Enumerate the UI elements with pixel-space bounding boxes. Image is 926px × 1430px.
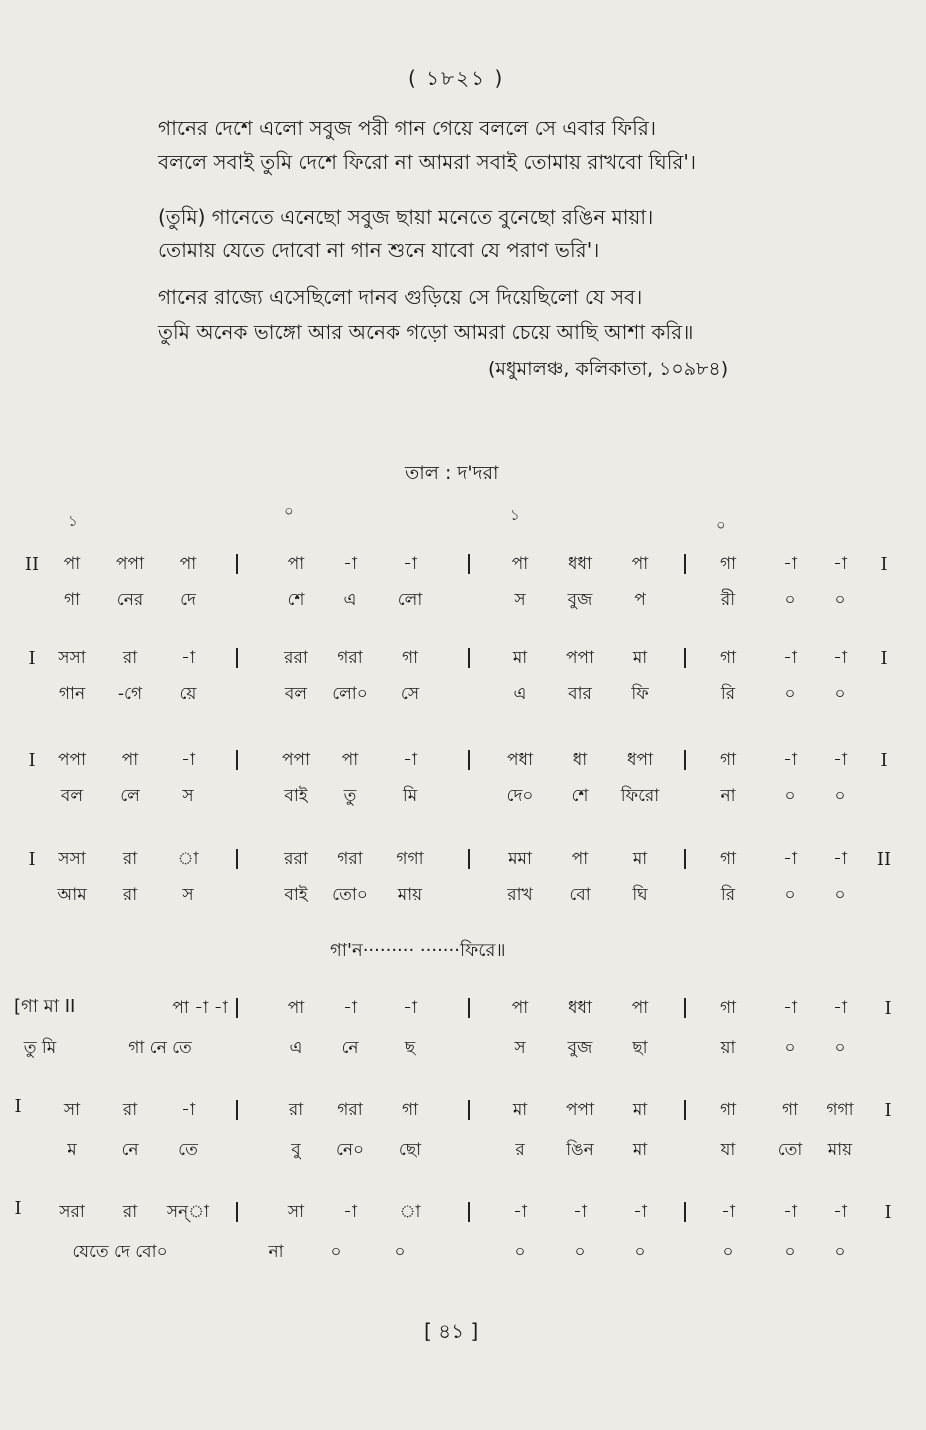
measure-bar (684, 1100, 686, 1120)
lyric-cell: তু মি (23, 1038, 57, 1058)
lyric-cell: য়ে (179, 684, 197, 704)
taal-title: তাল : দ'দরা (405, 462, 499, 484)
lyric-cell: নে (341, 1038, 359, 1058)
note-cell: পপা (115, 554, 145, 574)
lyric-cell: বার (568, 684, 592, 704)
lyric-cell: গা নে তে (128, 1038, 192, 1058)
note-cell: -া (721, 1202, 735, 1222)
lyric-cell: ০ (394, 1242, 406, 1262)
note-cell: ধধা (568, 998, 592, 1018)
row-end-bar: I (880, 648, 888, 669)
lyric-cell: বাই (284, 786, 308, 806)
note-cell: -া (181, 1100, 195, 1120)
beat-mark: ১ (510, 506, 520, 524)
measure-bar (468, 1202, 470, 1222)
poem-line: বললে সবাই তুমি দেশে ফিরো না আমরা সবাই তোমায় রাখবো ঘিরি'। (158, 150, 697, 174)
note-cell: -া (833, 849, 847, 869)
lyric-cell: স (182, 786, 194, 806)
lyric-cell: নের (116, 590, 144, 610)
page-footer-number: [ ৪১ ] (424, 1319, 479, 1343)
measure-bar (684, 849, 686, 869)
lyric-cell: রি (720, 684, 736, 704)
lyric-cell: য়া (720, 1038, 736, 1058)
note-cell: সা (63, 1100, 81, 1120)
note-cell: গা (781, 1100, 799, 1120)
note-cell: পপা (565, 648, 595, 668)
lyric-cell: দে (180, 590, 196, 610)
row-end-bar: I (884, 1202, 892, 1223)
note-cell: গা (401, 648, 419, 668)
lyric-cell: ০ (784, 885, 796, 905)
beat-mark: ০ (284, 502, 294, 520)
note-cell: -া (633, 1202, 647, 1222)
note-cell: পপা (565, 1100, 595, 1120)
note-cell: সা (287, 1202, 305, 1222)
measure-bar (236, 750, 238, 770)
note-cell: -া (343, 1202, 357, 1222)
note-cell: মমা (508, 849, 532, 869)
note-cell: রা (122, 849, 138, 869)
poem-line: গানের রাজ্যে এসেছিলো দানব গুড়িয়ে সে দিয়েছিলো যে সব। (158, 285, 643, 309)
note-cell: -া (403, 554, 417, 574)
note-cell: সন্‌া (166, 1202, 210, 1222)
lyric-cell: না (720, 786, 736, 806)
lyric-cell: লো০ (332, 684, 368, 704)
note-cell: -া (181, 750, 195, 770)
poem-line: তোমায় যেতে দোবো না গান শুনে যাবো যে পরাণ ভরি'। (158, 238, 600, 262)
lyric-cell: ০ (634, 1242, 646, 1262)
note-cell: -া (833, 998, 847, 1018)
lyric-cell: ছ (404, 1038, 416, 1058)
note-cell: মা (512, 1100, 528, 1120)
lyric-cell: ০ (834, 885, 846, 905)
note-cell: -া (403, 750, 417, 770)
lyric-cell: ছো (398, 1140, 422, 1160)
note-cell: গা (719, 648, 737, 668)
lyric-cell: বুজ (567, 1038, 593, 1058)
lyric-cell: ছা (632, 1038, 648, 1058)
note-cell: রা (288, 1100, 304, 1120)
measure-bar (684, 648, 686, 668)
note-cell: গরা (337, 648, 363, 668)
row-start-bar: I (28, 648, 36, 669)
note-cell: -া (783, 648, 797, 668)
measure-bar (236, 648, 238, 668)
note-cell: পা -া -া (172, 998, 228, 1018)
row-start-bar: I (14, 1198, 22, 1219)
note-cell: ররা (284, 648, 308, 668)
note-cell: গা (719, 554, 737, 574)
lyric-cell: বাই (284, 885, 308, 905)
poem-line: (তুমি) গানেতে এনেছো সবুজ ছায়া মনেতে বুনেছো রঙিন মায়া। (158, 205, 654, 229)
note-cell: -া (783, 1202, 797, 1222)
note-cell: ধধা (568, 554, 592, 574)
lyric-cell: রাখ (507, 885, 533, 905)
lyric-cell: বল (284, 684, 308, 704)
note-cell: পা (287, 998, 305, 1018)
row-start-bar: II (24, 554, 40, 575)
lyric-cell: এ (343, 590, 357, 610)
note-cell: -া (573, 1202, 587, 1222)
lyric-cell: ০ (784, 786, 796, 806)
note-cell: রা (122, 648, 138, 668)
lyric-cell: তো০ (332, 885, 368, 905)
lyric-cell: নে০ (335, 1140, 365, 1160)
note-cell: গগা (396, 849, 424, 869)
lyric-cell: ০ (784, 590, 796, 610)
measure-bar (236, 998, 238, 1018)
lyric-cell: ম (67, 1140, 77, 1160)
lyric-cell: মা (632, 1140, 648, 1160)
poem-line: গানের দেশে এলো সবুজ পরী গান গেয়ে বললে সে এবার ফিরি। (158, 116, 656, 140)
note-cell: া (399, 1202, 421, 1222)
note-cell: সসা (58, 648, 86, 668)
lyric-cell: ফি (631, 684, 649, 704)
lyric-cell: স (514, 590, 526, 610)
note-cell: মা (632, 1100, 648, 1120)
lyric-cell: ঙিন (566, 1140, 594, 1160)
lyric-cell: ঘি (632, 885, 648, 905)
row-start-bar: I (28, 849, 36, 870)
measure-bar (468, 849, 470, 869)
note-cell: গা (719, 849, 737, 869)
lyric-cell: বুজ (567, 590, 593, 610)
measure-bar (468, 1100, 470, 1120)
note-cell: পা (63, 554, 81, 574)
lyric-cell: তো (777, 1140, 803, 1160)
lyric-cell: এ (513, 684, 527, 704)
lyric-cell: রা (122, 885, 138, 905)
lyric-cell: নে (121, 1140, 139, 1160)
lyric-cell: রী (720, 590, 736, 610)
lyric-cell: মায় (397, 885, 423, 905)
row-end-bar: I (880, 554, 888, 575)
lyric-cell: এ (289, 1038, 303, 1058)
lyric-cell: বল (60, 786, 84, 806)
note-cell: গগা (826, 1100, 854, 1120)
note-cell: পা (511, 554, 529, 574)
row-end-bar: II (876, 849, 892, 870)
note-cell: রা (122, 1100, 138, 1120)
note-cell: -া (783, 750, 797, 770)
note-cell: রা (122, 1202, 138, 1222)
lyric-cell: ০ (834, 684, 846, 704)
lyric-cell: ০ (514, 1242, 526, 1262)
lyric-cell: যা (720, 1140, 736, 1160)
lyric-cell: দে০ (506, 786, 534, 806)
note-cell: পা (571, 849, 589, 869)
measure-bar (468, 648, 470, 668)
lyric-cell: ০ (784, 684, 796, 704)
note-cell: পপা (57, 750, 87, 770)
beat-mark: ০ (716, 516, 726, 534)
lyric-cell: প (634, 590, 646, 610)
note-cell: পা (631, 554, 649, 574)
note-cell: পা (179, 554, 197, 574)
note-cell: গা (719, 998, 737, 1018)
lyric-cell: লে (120, 786, 140, 806)
lyric-cell: ০ (722, 1242, 734, 1262)
refrain-line: গা'ন········· ·······ফিরে॥ (330, 940, 506, 961)
measure-bar (236, 554, 238, 574)
row-start-bar: I (14, 1096, 22, 1117)
lyric-cell: যেতে দে বো০ (72, 1242, 168, 1262)
note-cell: মা (512, 648, 528, 668)
beat-mark: ১ (68, 512, 78, 530)
lyric-cell: লো (397, 590, 423, 610)
note-cell: গা (719, 750, 737, 770)
lyric-cell: র (515, 1140, 525, 1160)
note-cell: -া (783, 849, 797, 869)
note-cell: সরা (59, 1202, 85, 1222)
lyric-cell: ০ (784, 1242, 796, 1262)
lyric-cell: গা (63, 590, 81, 610)
measure-bar (468, 998, 470, 1018)
row-start-bar: I (28, 750, 36, 771)
row-end-bar: I (884, 998, 892, 1019)
note-cell: -া (343, 998, 357, 1018)
note-cell: গরা (337, 849, 363, 869)
lyric-cell: ফিরো (620, 786, 660, 806)
lyric-cell: শে (571, 786, 589, 806)
lyric-cell: ০ (834, 786, 846, 806)
lyric-cell: ০ (574, 1242, 586, 1262)
measure-bar (236, 1202, 238, 1222)
row-start-bar: [গা মা II (14, 996, 76, 1017)
lyric-cell: মায় (827, 1140, 853, 1160)
measure-bar (684, 1202, 686, 1222)
lyric-cell: বো (569, 885, 591, 905)
note-cell: পা (631, 998, 649, 1018)
note-cell: ধপা (627, 750, 653, 770)
note-cell: পা (511, 998, 529, 1018)
note-cell: সসা (58, 849, 86, 869)
note-cell: গা (719, 1100, 737, 1120)
lyric-cell: শে (287, 590, 305, 610)
note-cell: -া (783, 998, 797, 1018)
note-cell: গা (401, 1100, 419, 1120)
row-end-bar: I (880, 750, 888, 771)
lyric-cell: ০ (834, 1038, 846, 1058)
note-cell: -া (403, 998, 417, 1018)
lyric-cell: স (514, 1038, 526, 1058)
note-cell: পা (121, 750, 139, 770)
lyric-cell: মি (402, 786, 418, 806)
lyric-cell: তে (178, 1140, 198, 1160)
note-cell: -া (783, 554, 797, 574)
note-cell: মা (632, 648, 648, 668)
note-cell: পপা (281, 750, 311, 770)
lyric-cell: বু (291, 1140, 301, 1160)
measure-bar (684, 554, 686, 574)
measure-bar (236, 849, 238, 869)
note-cell: গরা (337, 1100, 363, 1120)
note-cell: পধা (507, 750, 533, 770)
lyric-cell: আম (57, 885, 87, 905)
note-cell: -া (833, 1202, 847, 1222)
lyric-cell: গান (58, 684, 86, 704)
note-cell: পা (341, 750, 359, 770)
note-cell: -া (833, 554, 847, 574)
lyric-cell: সে (400, 684, 420, 704)
measure-bar (468, 750, 470, 770)
measure-bar (684, 750, 686, 770)
note-cell: -া (513, 1202, 527, 1222)
measure-bar (684, 998, 686, 1018)
measure-bar (236, 1100, 238, 1120)
lyric-cell: ০ (330, 1242, 342, 1262)
note-cell: ধা (572, 750, 588, 770)
note-cell: -া (181, 648, 195, 668)
note-cell: ররা (284, 849, 308, 869)
lyric-cell: তু (343, 786, 357, 806)
row-end-bar: I (884, 1100, 892, 1121)
lyric-cell: স (182, 885, 194, 905)
lyric-cell: ০ (834, 590, 846, 610)
lyric-cell: রি (720, 885, 736, 905)
lyric-cell: ০ (834, 1242, 846, 1262)
note-cell: -া (833, 750, 847, 770)
lyric-cell: ০ (784, 1038, 796, 1058)
note-cell: মা (632, 849, 648, 869)
note-cell: -া (833, 648, 847, 668)
measure-bar (468, 554, 470, 574)
note-cell: া (177, 849, 199, 869)
lyric-cell: -গে (117, 684, 143, 704)
lyric-cell: না (268, 1242, 284, 1262)
note-cell: পা (287, 554, 305, 574)
poem-line: তুমি অনেক ভাঙ্গো আর অনেক গড়ো আমরা চেয়ে আছি আশা করি॥ (158, 320, 694, 344)
poem-source: (মধুমালঞ্চ, কলিকাতা, ১০৯৮৪) (488, 358, 729, 380)
note-cell: -া (343, 554, 357, 574)
page-header-number: ( ১৮২১ ) (408, 66, 505, 90)
